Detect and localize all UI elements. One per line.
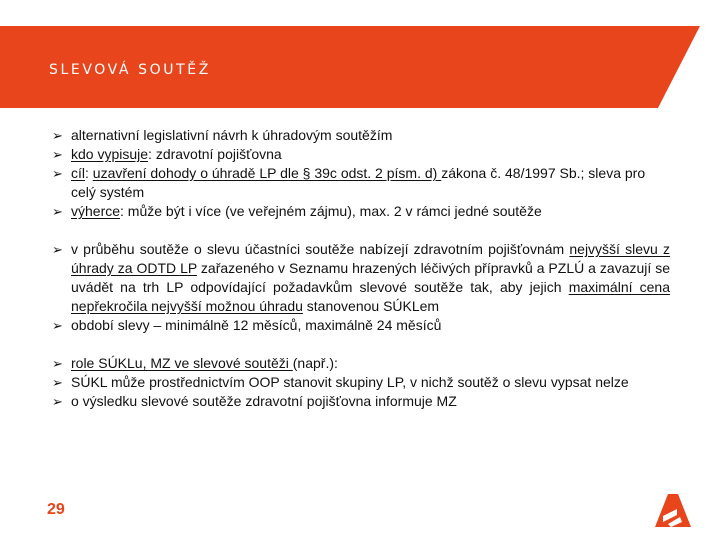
list-item xyxy=(52,373,670,392)
item-text: (např.): xyxy=(292,355,338,371)
item-text: : může být i více (ve veřejném zájmu), max. 2 v rámci jedné soutěže xyxy=(120,203,542,219)
bullet-arrow-icon: ➢ xyxy=(52,147,63,162)
item-term: výherce xyxy=(71,203,121,219)
list-item xyxy=(52,240,670,316)
item-underlined-text: uzavření dohody o úhradě LP dle § 39c odst. 2 písm. d) xyxy=(92,165,442,181)
item-text: stanovenou SÚKLem xyxy=(302,298,440,314)
list-item xyxy=(52,392,670,411)
bullet-arrow-icon: ➢ xyxy=(52,204,63,219)
list-item xyxy=(52,316,670,335)
bullet-arrow-icon: ➢ xyxy=(52,166,63,181)
item-term: role SÚKLu, MZ ve slevové soutěži xyxy=(71,355,293,371)
item-text: období slevy – minimálně 12 měsíců, maximálně 24 měsíců xyxy=(71,317,442,333)
item-text: alternativní legislativní návrh k úhradovým soutěžím xyxy=(71,127,393,143)
list-item xyxy=(52,354,670,373)
bullet-arrow-icon: ➢ xyxy=(52,375,63,390)
bullet-group-1 xyxy=(52,126,670,221)
bullet-arrow-icon: ➢ xyxy=(52,242,63,257)
item-term: kdo vypisuje xyxy=(71,146,149,162)
slide-content xyxy=(52,126,670,430)
slide-title: SLEVOVÁ SOUTĚŽ xyxy=(49,62,211,78)
item-text: o výsledku slevové soutěže zdravotní pojišťovna informuje MZ xyxy=(71,393,457,409)
item-text: SÚKL může prostřednictvím OOP stanovit skupiny LP, v nichž soutěž o slevu vypsat nelze xyxy=(71,374,629,390)
company-logo-icon xyxy=(655,491,691,527)
list-item xyxy=(52,145,670,164)
item-text: : xyxy=(85,165,93,181)
bullet-arrow-icon: ➢ xyxy=(52,318,63,333)
item-term: cíl xyxy=(71,165,85,181)
bullet-arrow-icon: ➢ xyxy=(52,394,63,409)
bullet-group-3 xyxy=(52,354,670,411)
list-item xyxy=(52,202,670,221)
item-text: : zdravotní pojišťovna xyxy=(148,146,282,162)
bullet-arrow-icon: ➢ xyxy=(52,128,63,143)
item-text: zařazeného v Seznamu hrazených léčivých přípravků a PZLÚ a zavazují se uvádět na trh LP odpovídající požadavkům slevové soutěže tak, aby jejich xyxy=(71,260,671,295)
item-text: zákona č. 48/1997 Sb.; sleva pro celý systém xyxy=(71,165,646,200)
bullet-group-2 xyxy=(52,240,670,335)
bullet-arrow-icon: ➢ xyxy=(52,356,63,371)
item-underlined-text: nejvyšší slevu z úhrady za ODTD LP xyxy=(71,241,671,276)
list-item xyxy=(52,164,670,202)
list-item xyxy=(52,126,670,145)
item-underlined-text: maximální cena nepřekročila nejvyšší možnou úhradu xyxy=(71,279,670,314)
item-text: v průběhu soutěže o slevu účastníci soutěže nabízejí zdravotním pojišťovnám xyxy=(71,241,570,257)
page-number: 29 xyxy=(47,501,65,518)
